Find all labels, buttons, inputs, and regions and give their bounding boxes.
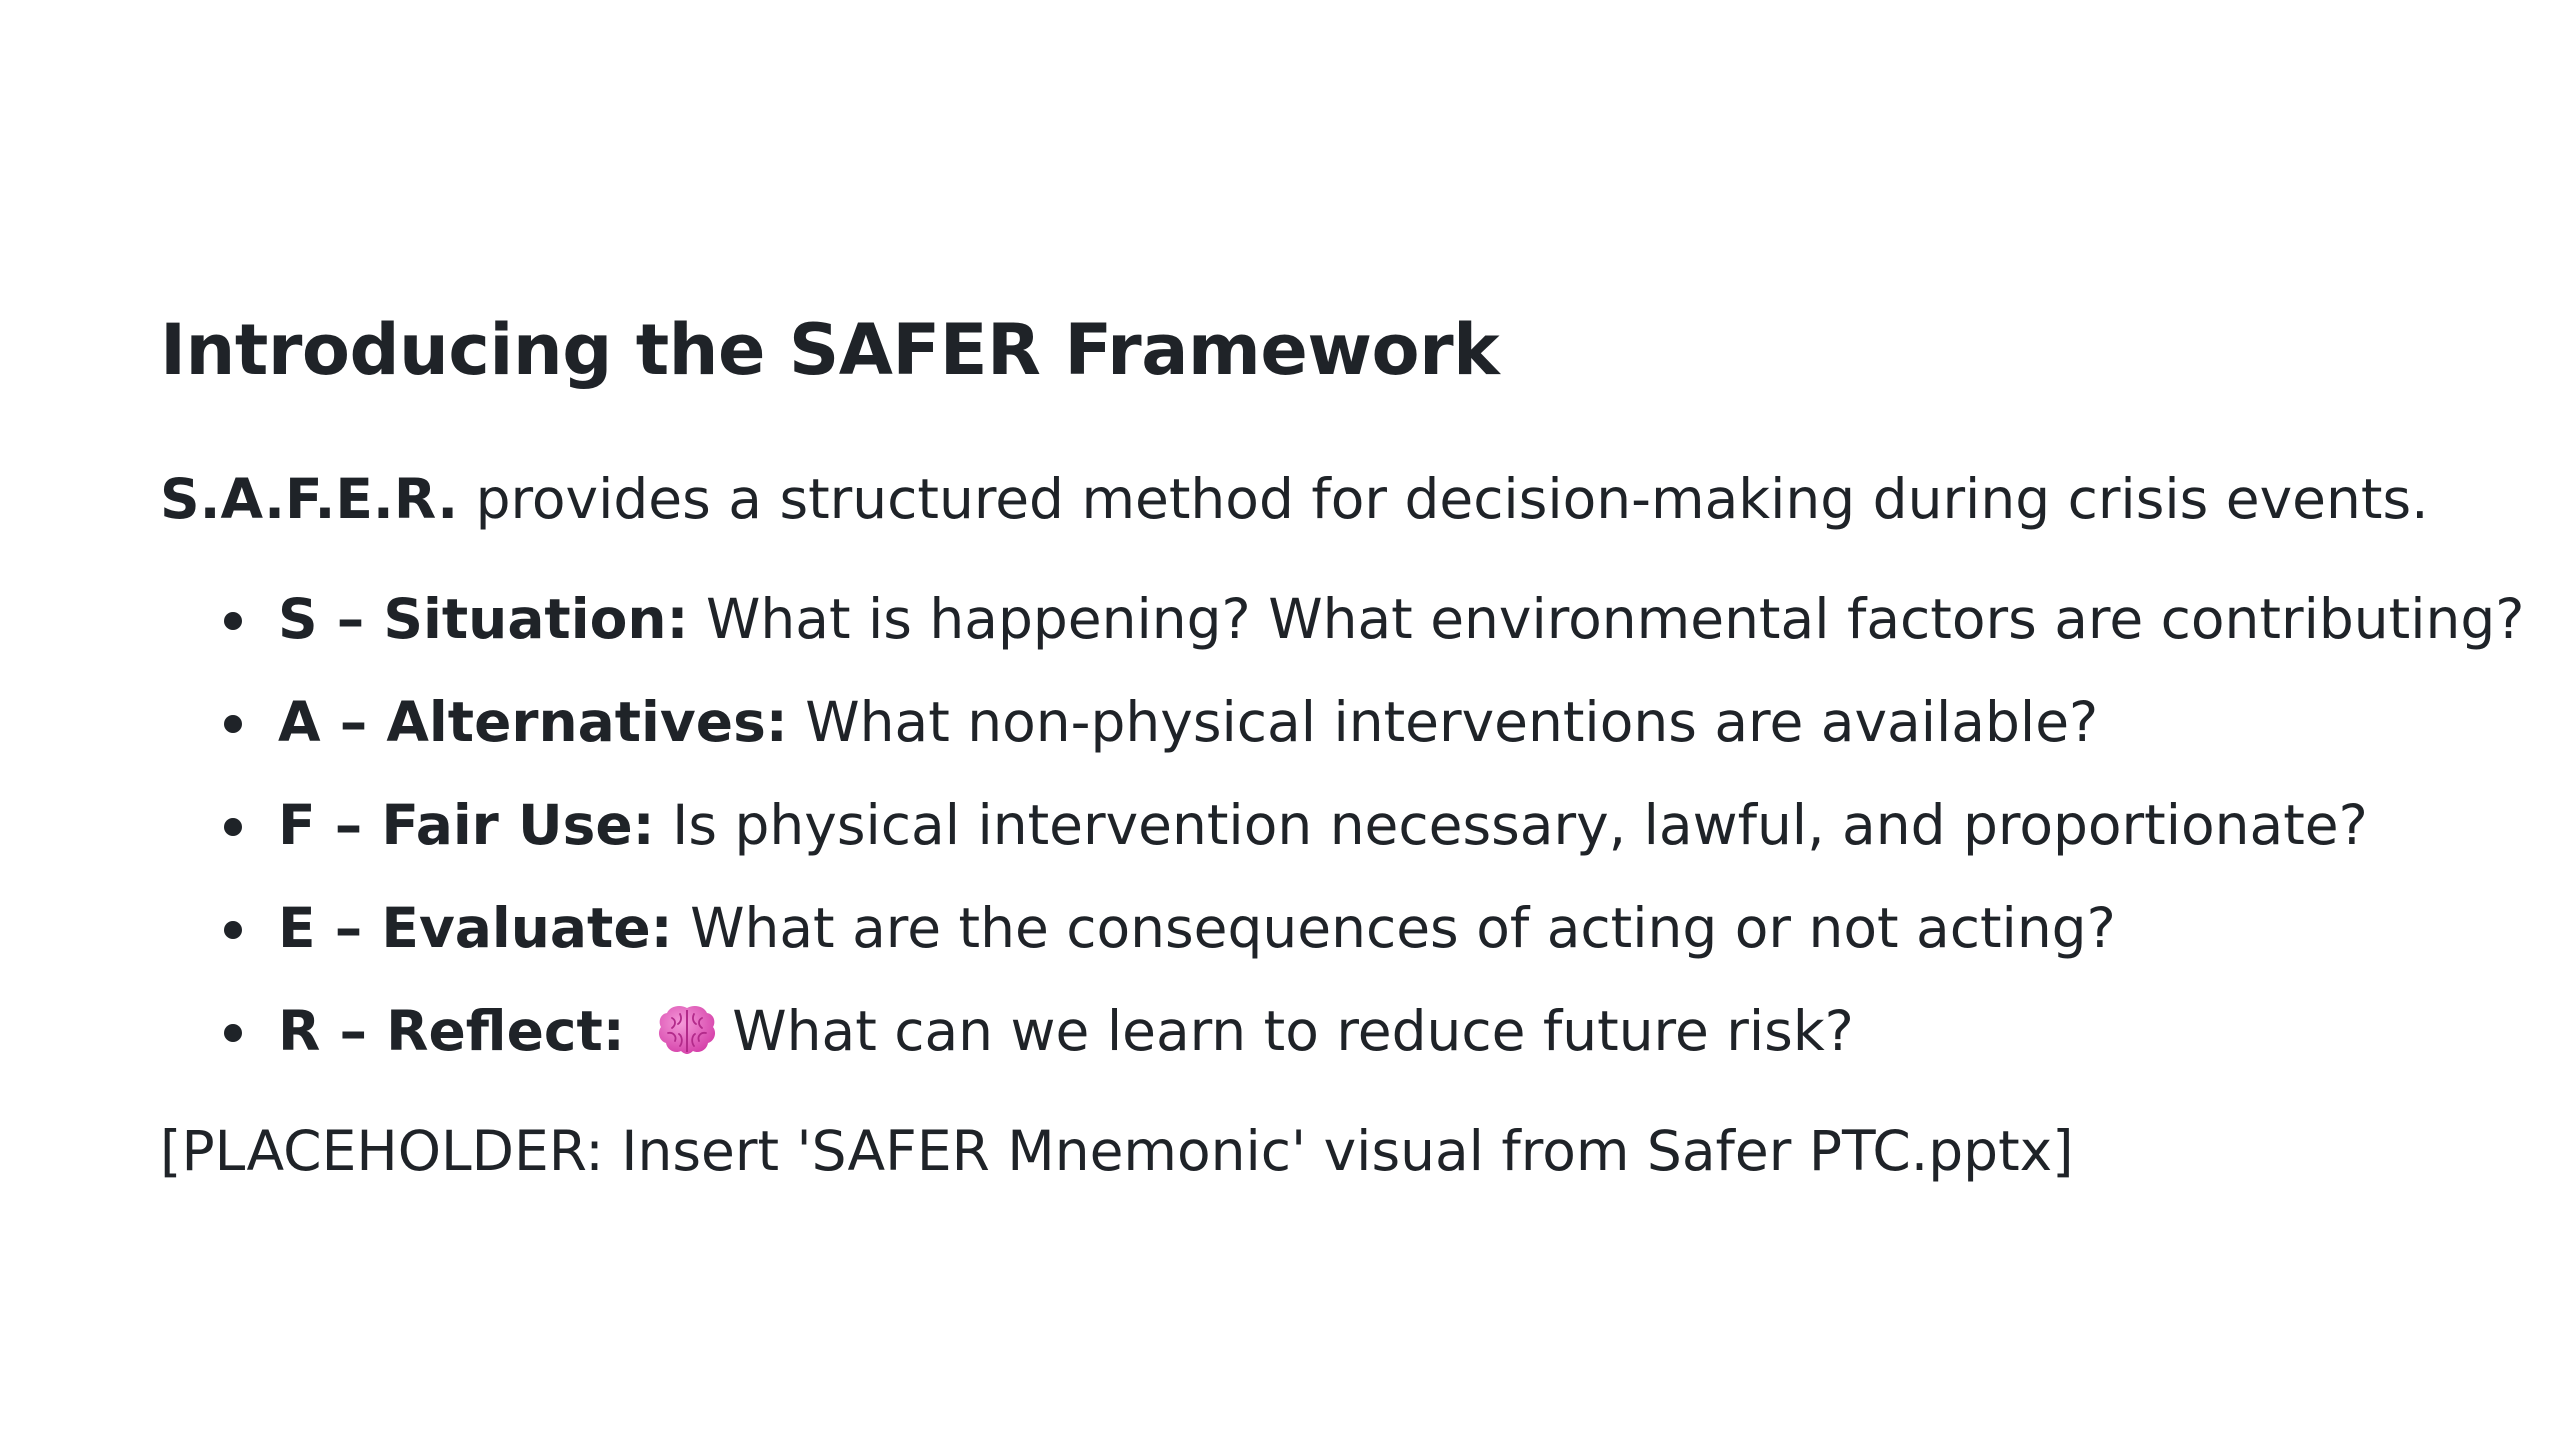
- bullet-dot-icon: [224, 1024, 242, 1042]
- intro-paragraph: [160, 466, 2429, 532]
- bullet-alternatives: [160, 689, 2524, 792]
- bullet-dot-icon: [224, 715, 242, 733]
- intro-text: provides a structured method for decision-making during crisis events.: [458, 467, 2429, 531]
- bullet-reflect: [160, 998, 2524, 1101]
- bullet-dot-icon: [224, 921, 242, 939]
- bullet-text: What is happening? What environmental factors are contributing?: [688, 587, 2525, 651]
- bullet-fair-use: [160, 792, 2524, 895]
- placeholder-text: [PLACEHOLDER: Insert 'SAFER Mnemonic' visual from Safer PTC.pptx]: [160, 1119, 2074, 1183]
- bullet-key: A – Alternatives:: [278, 690, 788, 754]
- intro-acronym: S.A.F.E.R.: [160, 467, 459, 531]
- bullet-evaluate: [160, 895, 2524, 998]
- brain-icon: [656, 1002, 718, 1058]
- safer-bullet-list: [160, 586, 2524, 1101]
- bullet-key: R – Reflect:: [278, 999, 625, 1063]
- bullet-text: What non-physical interventions are available?: [787, 690, 2099, 754]
- bullet-dot-icon: [224, 612, 242, 630]
- bullet-situation: [160, 586, 2524, 689]
- bullet-text: What are the consequences of acting or not acting?: [672, 896, 2116, 960]
- slide-title: Introducing the SAFER Framework: [160, 309, 1500, 391]
- bullet-dot-icon: [224, 818, 242, 836]
- bullet-text: Is physical intervention necessary, lawful, and proportionate?: [654, 793, 2368, 857]
- bullet-key: F – Fair Use:: [278, 793, 655, 857]
- bullet-key: E – Evaluate:: [278, 896, 673, 960]
- bullet-text: What can we learn to reduce future risk?: [732, 999, 1854, 1063]
- bullet-key: S – Situation:: [278, 587, 689, 651]
